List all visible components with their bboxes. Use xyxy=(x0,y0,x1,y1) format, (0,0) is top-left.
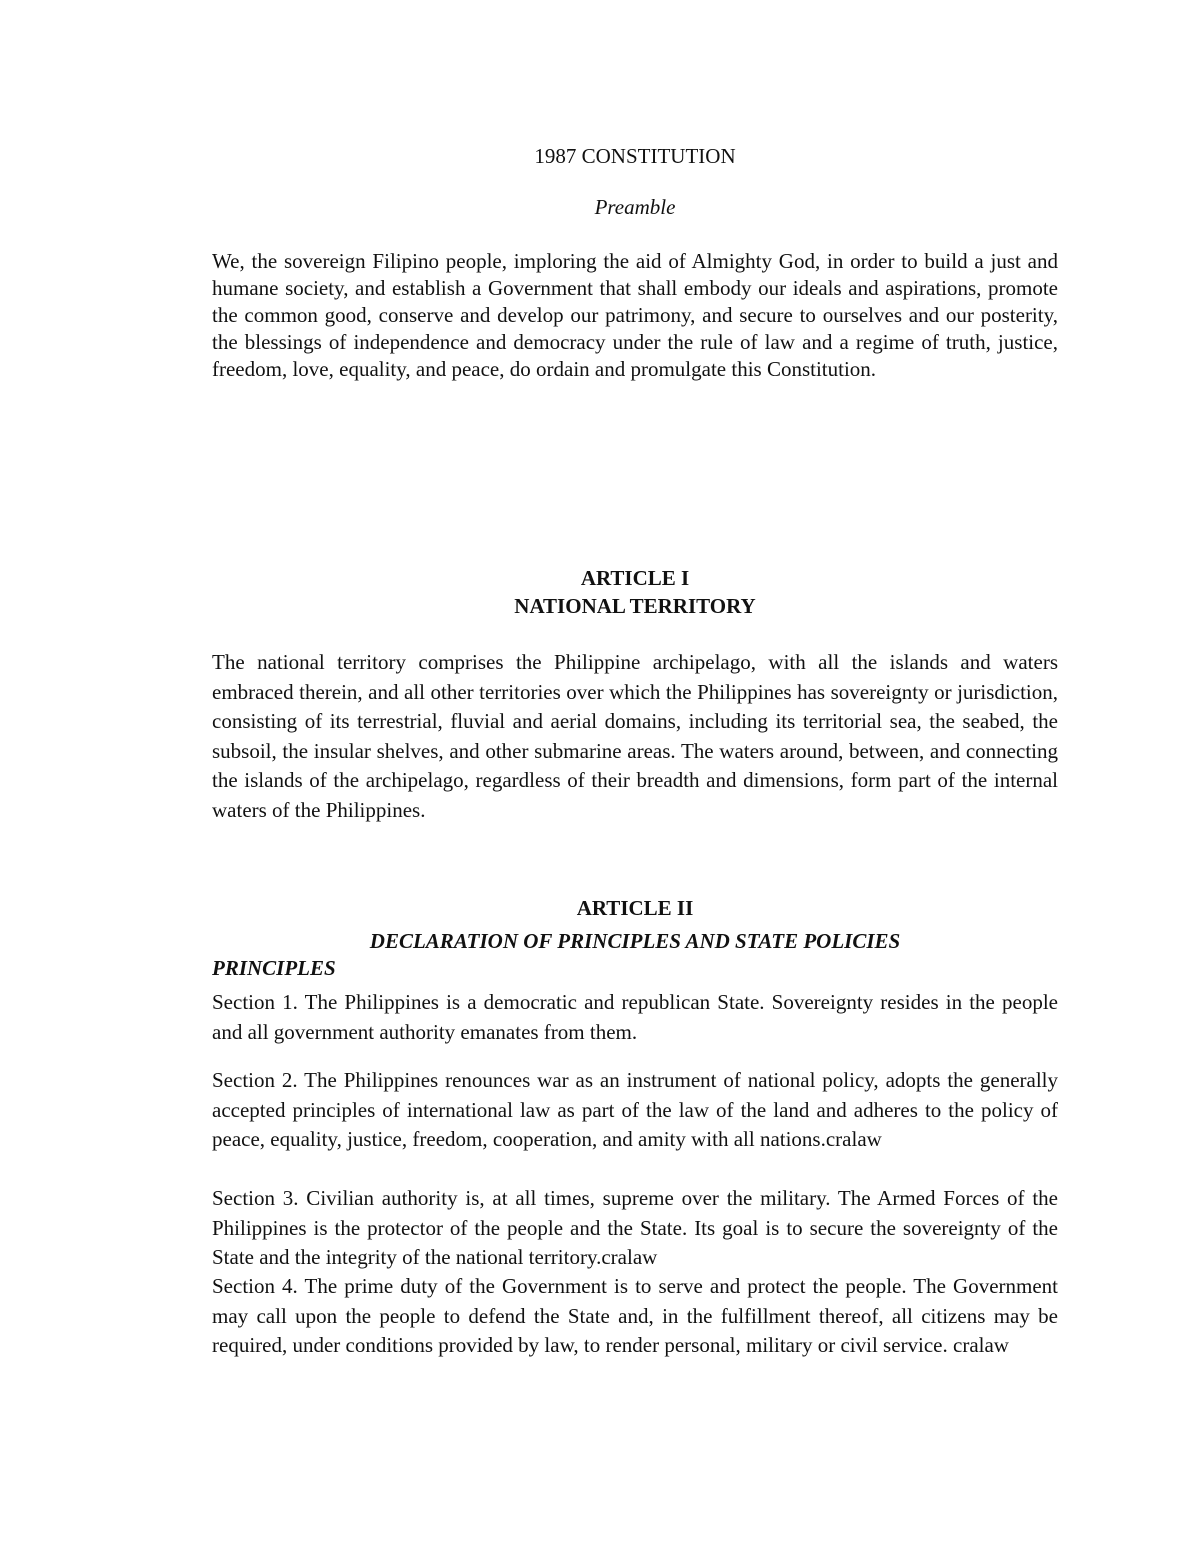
preamble-heading: Preamble xyxy=(594,195,676,219)
article-1-number: ARTICLE I xyxy=(580,566,690,590)
section-3: Section 3. Civilian authority is, at all times, supreme over the military. The Armed Forces of the Philippines is the protector of the people and the State. Its goal is to secure the sovereignty of the State and the integrity of the national territory.cralaw xyxy=(212,1186,1058,1269)
article-2-number: ARTICLE II xyxy=(576,896,694,920)
section-4: Section 4. The prime duty of the Government is to serve and protect the people. The Government may call upon the people to defend the State and, in the fulfillment thereof, all citizens may be required, under conditions provided by law, to render personal, military or civil service. cralaw xyxy=(212,1274,1058,1357)
section-1: Section 1. The Philippines is a democratic and republican State. Sovereignty resides in the people and all government authority emanates from them. xyxy=(212,990,1058,1044)
preamble-text: We, the sovereign Filipino people, imploring the aid of Almighty God, in order to build a just and humane society, and establish a Government that shall embody our ideals and aspirations, promote the common good, conserve and develop our patrimony, and secure to ourselves and our posterity, the blessings of independence and democracy under the rule of law and a regime of truth, justice, freedom, love, equality, and peace, do ordain and promulgate this Constitution. xyxy=(212,249,1058,381)
document-title: 1987 CONSTITUTION xyxy=(534,144,736,168)
article-2-title: DECLARATION OF PRINCIPLES AND STATE POLICIES xyxy=(369,929,901,953)
article-1-title: NATIONAL TERRITORY xyxy=(514,594,756,618)
section-2: Section 2. The Philippines renounces war as an instrument of national policy, adopts the generally accepted principles of international law as part of the law of the land and adheres to the policy of peace, equality, justice, freedom, cooperation, and amity with all nations.cralaw xyxy=(212,1068,1058,1151)
article-1-text: The national territory comprises the Philippine archipelago, with all the islands and waters embraced therein, and all other territories over which the Philippines has sovereignty or jurisdiction, consisting of its terrestrial, fluvial and aerial domains, including its territorial sea, the seabed, the subsoil, the insular shelves, and other submarine areas. The waters around, between, and connecting the islands of the archipelago, regardless of their breadth and dimensions, form part of the internal waters of the Philippines. xyxy=(212,650,1058,822)
article-2-subheading: PRINCIPLES xyxy=(212,956,336,980)
